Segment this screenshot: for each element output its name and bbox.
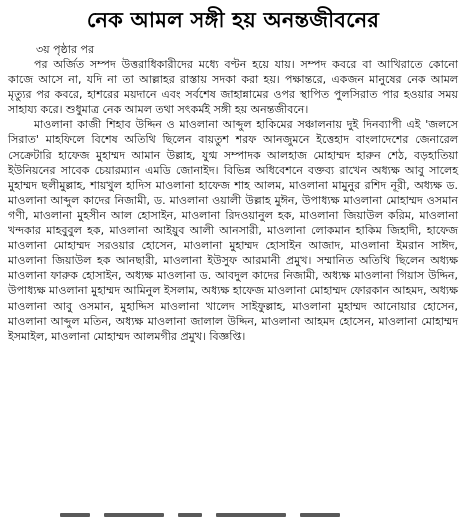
cut-text-fragment xyxy=(104,513,164,517)
cut-text-fragment xyxy=(60,513,90,517)
cut-text-fragment xyxy=(178,513,202,517)
cut-text-fragment xyxy=(216,513,286,517)
article-headline: নেক আমল সঙ্গী হয় অনন্তজীবনের xyxy=(86,8,380,32)
continued-from-page: ৩য় পৃষ্ঠার পর xyxy=(36,43,95,56)
cut-text-fragment xyxy=(300,513,340,517)
article-paragraph-1: পর অর্জিত সম্পদ উত্তরাধিকারীদের মধ্যে বণ্টন হয়ে যায়। সম্পদ কবরে বা আখিরাতে কোনো কাজে আসে না, যদি না তা আল্লাহর রাস্তায় সদকা করা হয়। পক্ষান্তরে, একজন মানুষের নেক আমল মৃত্যুর পর কবরে, হাশরের ময়দানে এবং সর্বশেষ জাহান্নামের ওপর স্থাপিত পুলসিরাত পার হওয়ার সময় সাহায্য করে। শুধুমাত্র নেক আমল তথা সৎকর্মই সঙ্গী হয় অনন্তজীবনে। xyxy=(8,58,458,117)
next-article-cut-edge xyxy=(60,509,446,517)
article-paragraph-2: মাওলানা কাজী শিহাব উদ্দিন ও মাওলানা আব্দুল হাকিমের সঞ্চালনায় দুই দিনব্যাপী এই 'জলসে সিরাত' মাহফিলে বিশেষ অতিথি ছিলেন বায়তুশ শরফ আনজুমনে ইত্তেহাদ বাংলাদেশের জেনারেল সেক্রেটারি হাফেজ মুহাম্মদ আমান উল্লাহ, যুগ্ম সম্পাদক আলহাজ মোহাম্মদ হারুন শেঠ, বড়হাতিয়া ইউনিয়নের সাবেক চেয়ারম্যান এমডি জোনাইদ। বিভিন্ন অধিবেশনে বক্তব্য রাখেন অধ্যক্ষ আবু সালেহ মুহাম্মদ ছলীমুল্লাহ, শায়খুল হাদিস মাওলানা হাফেজ শাহ আলম, মাওলানা মামুনুর রশিদ নূরী, অধ্যক্ষ ড. মাওলানা আব্দুল কাদের নিজামী, ড. মাওলানা ওয়ালী উল্লাহ মুঈন, উপাধ্যক্ষ মাওলানা মোহাম্মদ ওসমান গণী, মাওলানা মুহসীন আল হোসাইন, মাওলানা রিদওয়ানুল হক, মাওলানা জিয়াউল করিম, মাওলানা খন্দকার মাহবুবুল হক, মাওলানা আইয়ুব আলী আনসারী, মাওলানা লোকমান হাকিম জিহাদী, হাফেজ মাওলানা মোহাম্মদ সরওয়ার হোসেন, মাওলানা মুহাম্মদ হোসাইন আজাদ, মাওলানা ইমরান সাঈদ, মাওলানা জিয়াউল হক আনছারী, মাওলানা ইউসুফ আরমানী প্রমুখ। সম্মানিত অতিথি ছিলেন অধ্যক্ষ মাওলানা ফারুক হোসাইন, অধ্যক্ষ মাওলানা ড. আবদুল কাদের নিজামী, অধ্যক্ষ মাওলানা গিয়াস উদ্দিন, উপাধ্যক্ষ মাওলানা মুহাম্মদ আমিনুল ইসলাম, অধ্যক্ষ হাফেজ মাওলানা মোহাম্মদ ফোরকান আহমদ, অধ্যক্ষ মাওলানা আবু ওসমান, মুহাদ্দিস মাওলানা খালেদ সাইফুল্লাহ, মাওলানা মুহাম্মদ আনোয়ার হোসেন, মাওলানা আব্দুল মতিন, অধ্যক্ষ মাওলানা জালাল উদ্দিন, মাওলানা আহমদ হোসেন, মাওলানা মোহাম্মদ ইসমাইল, মাওলানা মোহাম্মদ আলমগীর প্রমুখ। বিজ্ঞপ্তি। xyxy=(8,118,458,343)
